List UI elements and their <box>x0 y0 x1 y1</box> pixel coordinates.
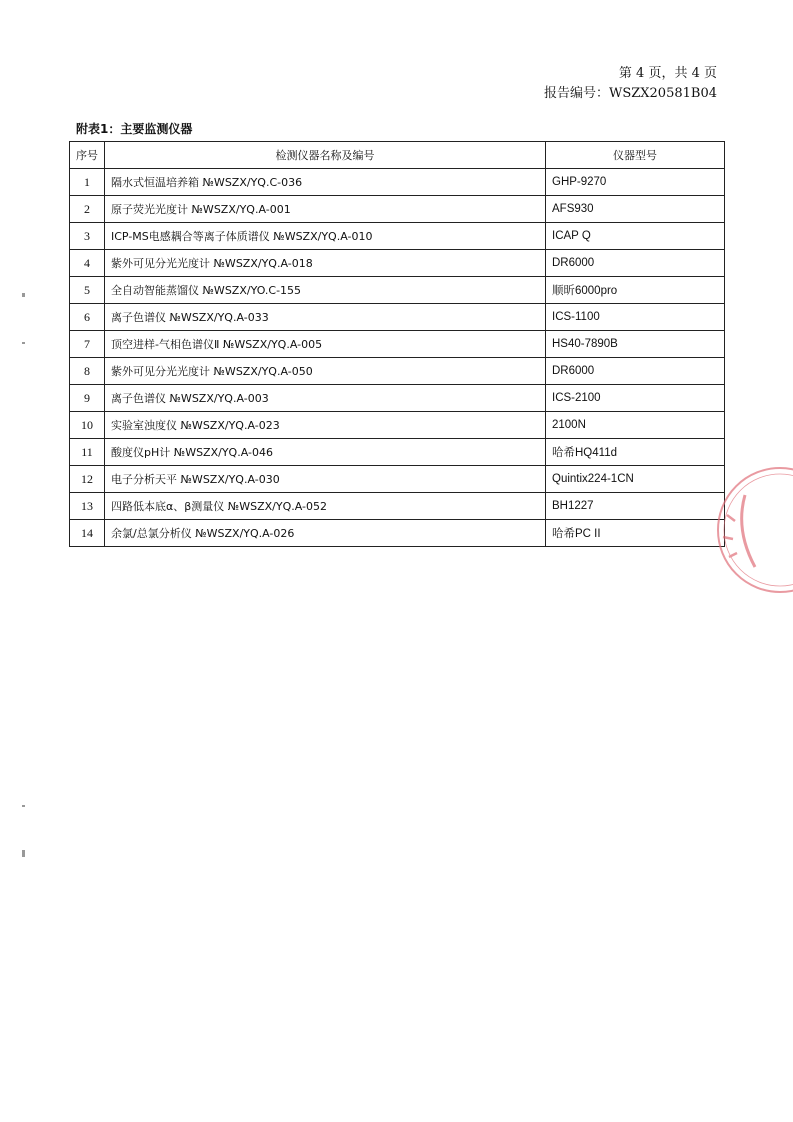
row-name: 酸度仪pH计 №WSZX/YQ.A-046 <box>105 439 546 466</box>
row-name: 紫外可见分光光度计 №WSZX/YQ.A-018 <box>105 250 546 277</box>
row-name: 余氯/总氯分析仪 №WSZX/YQ.A-026 <box>105 520 546 547</box>
row-model: ICS-1100 <box>546 304 725 331</box>
table-row <box>70 223 725 250</box>
row-name: 隔水式恒温培养箱 №WSZX/YQ.C-036 <box>105 169 546 196</box>
instrument-table <box>69 141 725 547</box>
table-row <box>70 358 725 385</box>
table-row <box>70 493 725 520</box>
row-model: Quintix224-1CN <box>546 466 725 493</box>
row-model: 哈希PC II <box>546 520 725 547</box>
table-row <box>70 169 725 196</box>
row-no: 13 <box>70 493 105 520</box>
header-name: 检测仪器名称及编号 <box>105 142 546 169</box>
row-model: 顺昕6000pro <box>546 277 725 304</box>
row-name: 顶空进样-气相色谱仪Ⅱ №WSZX/YQ.A-005 <box>105 331 546 358</box>
row-no: 2 <box>70 196 105 223</box>
row-no: 11 <box>70 439 105 466</box>
row-model: DR6000 <box>546 358 725 385</box>
table-row <box>70 277 725 304</box>
page-number: 第 4 页，共 4 页 <box>618 66 717 81</box>
table-row <box>70 439 725 466</box>
page-header <box>544 64 717 104</box>
row-no: 5 <box>70 277 105 304</box>
row-name: 原子荧光光度计 №WSZX/YQ.A-001 <box>105 196 546 223</box>
row-name: 紫外可见分光光度计 №WSZX/YQ.A-050 <box>105 358 546 385</box>
table-row <box>70 520 725 547</box>
row-model: AFS930 <box>546 196 725 223</box>
table-row <box>70 412 725 439</box>
table-header-row <box>70 142 725 169</box>
row-no: 14 <box>70 520 105 547</box>
table-row <box>70 196 725 223</box>
table-row <box>70 331 725 358</box>
row-name: 电子分析天平 №WSZX/YQ.A-030 <box>105 466 546 493</box>
header-model: 仪器型号 <box>546 142 725 169</box>
row-model: DR6000 <box>546 250 725 277</box>
scan-speck <box>22 293 25 297</box>
official-seal-stamp <box>705 455 793 605</box>
scan-speck <box>22 342 25 344</box>
row-name: 实验室浊度仪 №WSZX/YQ.A-023 <box>105 412 546 439</box>
report-number: 报告编号：WSZX20581B04 <box>543 86 717 101</box>
row-model: ICS-2100 <box>546 385 725 412</box>
row-name: 离子色谱仪 №WSZX/YQ.A-003 <box>105 385 546 412</box>
row-no: 4 <box>70 250 105 277</box>
table-caption: 附表1：主要监测仪器 <box>76 122 193 136</box>
row-model: 2100N <box>546 412 725 439</box>
row-no: 1 <box>70 169 105 196</box>
table-row <box>70 304 725 331</box>
scan-speck <box>22 850 25 857</box>
row-no: 7 <box>70 331 105 358</box>
row-model: 哈希HQ411d <box>546 439 725 466</box>
row-model: BH1227 <box>546 493 725 520</box>
row-no: 8 <box>70 358 105 385</box>
row-no: 12 <box>70 466 105 493</box>
scan-speck <box>22 805 25 807</box>
header-no: 序号 <box>70 142 105 169</box>
row-model: ICAP Q <box>546 223 725 250</box>
row-no: 6 <box>70 304 105 331</box>
row-name: 全自动智能蒸馏仪 №WSZX/YO.C-155 <box>105 277 546 304</box>
table-row <box>70 466 725 493</box>
table-row <box>70 385 725 412</box>
row-no: 9 <box>70 385 105 412</box>
row-model: GHP-9270 <box>546 169 725 196</box>
row-model: HS40-7890B <box>546 331 725 358</box>
row-no: 10 <box>70 412 105 439</box>
row-no: 3 <box>70 223 105 250</box>
row-name: 四路低本底α、β测量仪 №WSZX/YQ.A-052 <box>105 493 546 520</box>
table-row <box>70 250 725 277</box>
row-name: ICP-MS电感耦合等离子体质谱仪 №WSZX/YQ.A-010 <box>105 223 546 250</box>
row-name: 离子色谱仪 №WSZX/YQ.A-033 <box>105 304 546 331</box>
